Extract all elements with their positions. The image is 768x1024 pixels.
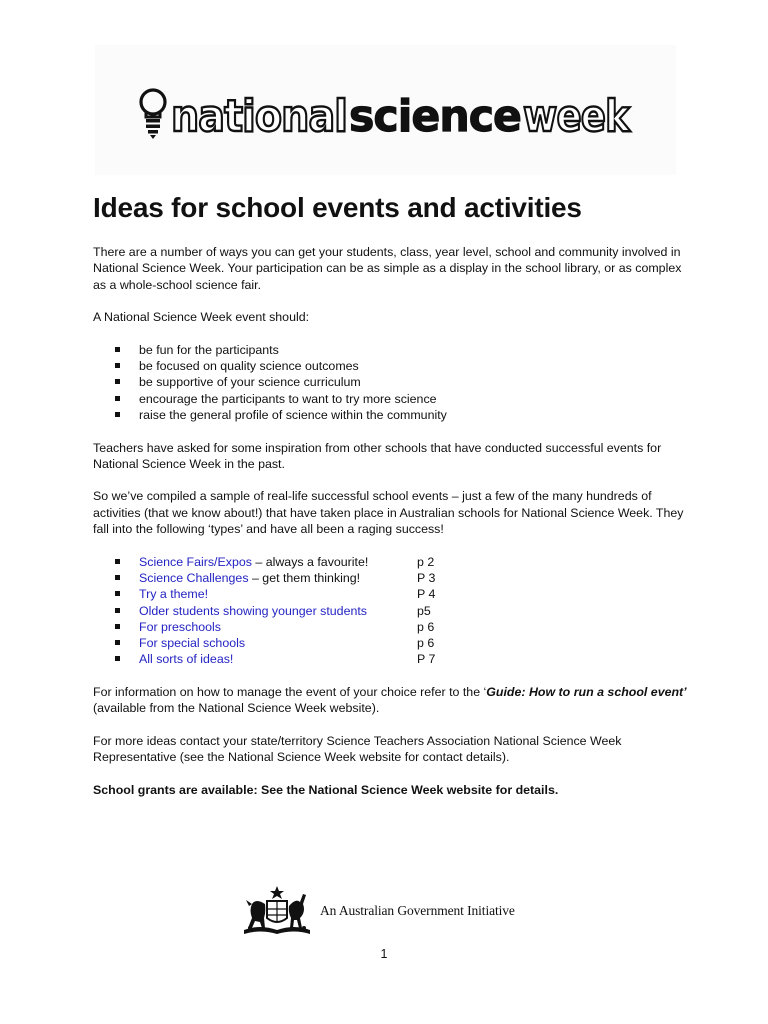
intro-paragraph: There are a number of ways you can get your students, class, year level, school and community involved in National Science Week. Your participation can be as simple as a display in the school library, or as complex as a whole-school science fair. [93, 245, 682, 292]
page-ref: p5 [417, 603, 431, 618]
page-title: Ideas for school events and activities [93, 192, 582, 223]
grants-paragraph: School grants are available: See the National Science Week website for details. [93, 782, 559, 797]
page-ref: P 3 [417, 570, 436, 585]
page-ref: p 6 [417, 636, 435, 651]
document-body [93, 244, 693, 814]
event-type-link-science-fairs[interactable]: Science Fairs/Expos [139, 554, 252, 569]
compiled-paragraph: So we’ve compiled a sample of real-life successful school events – just a few of the many hundreds of activities (that we know about!) that have taken place in Australian schools for National Science Week. They fall into the following ‘types’ and have all been a raging success! [93, 489, 684, 537]
guide-text-before: For information on how to manage the event of your choice refer to the ‘ [93, 685, 487, 700]
list-item: be fun for the participants [93, 342, 693, 358]
page-number: 1 [380, 947, 388, 961]
event-type-link-older-students[interactable]: Older students showing younger students [139, 603, 367, 618]
event-type-link-special-schools[interactable]: For special schools [139, 636, 246, 651]
guide-title: Guide: How to run a school event’ [486, 685, 687, 700]
page-ref: P 7 [417, 652, 436, 667]
list-item: be focused on quality science outcomes [93, 358, 693, 374]
event-type-item [93, 570, 693, 586]
event-type-item [93, 635, 693, 651]
guide-paragraph [93, 684, 693, 717]
page-ref: P 4 [417, 587, 436, 602]
inspiration-paragraph: Teachers have asked for some inspiration from other schools that have conducted successful events for National Science Week in the past. [93, 440, 662, 471]
event-type-link-all-sorts[interactable]: All sorts of ideas! [139, 652, 234, 667]
event-type-item [93, 651, 693, 667]
logo-band [95, 45, 676, 175]
list-item: be supportive of your science curriculum [93, 374, 693, 390]
event-type-link-try-a-theme[interactable]: Try a theme! [139, 587, 209, 602]
lightbulb-icon [141, 90, 165, 139]
logo-word-national: national [171, 91, 347, 142]
event-type-item [93, 554, 693, 570]
coat-of-arms-icon [240, 884, 314, 936]
event-criteria-lead: A National Science Week event should: [93, 310, 310, 325]
page-ref: p 2 [417, 554, 435, 569]
event-type-suffix: – get them thinking! [248, 570, 361, 585]
event-type-item [93, 603, 693, 619]
page-ref: p 6 [417, 619, 435, 634]
guide-text-after: (available from the National Science Week website). [93, 701, 380, 716]
event-types-list [93, 554, 693, 668]
list-item: raise the general profile of science within the community [93, 407, 693, 423]
government-initiative-footer [240, 884, 515, 936]
event-type-item [93, 619, 693, 635]
government-initiative-text: An Australian Government Initiative [320, 903, 515, 918]
list-item: encourage the participants to want to try more science [93, 391, 693, 407]
event-type-suffix: – always a favourite! [251, 554, 369, 569]
event-criteria-list [93, 342, 693, 423]
logo-word-science: science [349, 91, 521, 142]
contacts-paragraph: For more ideas contact your state/territory Science Teachers Association National Science Week Representative (see the National Science Week website for contact details). [93, 733, 622, 765]
event-type-link-preschools[interactable]: For preschools [139, 619, 221, 634]
event-type-link-science-challenges[interactable]: Science Challenges [139, 570, 249, 585]
event-type-item [93, 586, 693, 602]
national-science-week-logo [95, 45, 676, 175]
logo-word-week: week [523, 91, 632, 142]
